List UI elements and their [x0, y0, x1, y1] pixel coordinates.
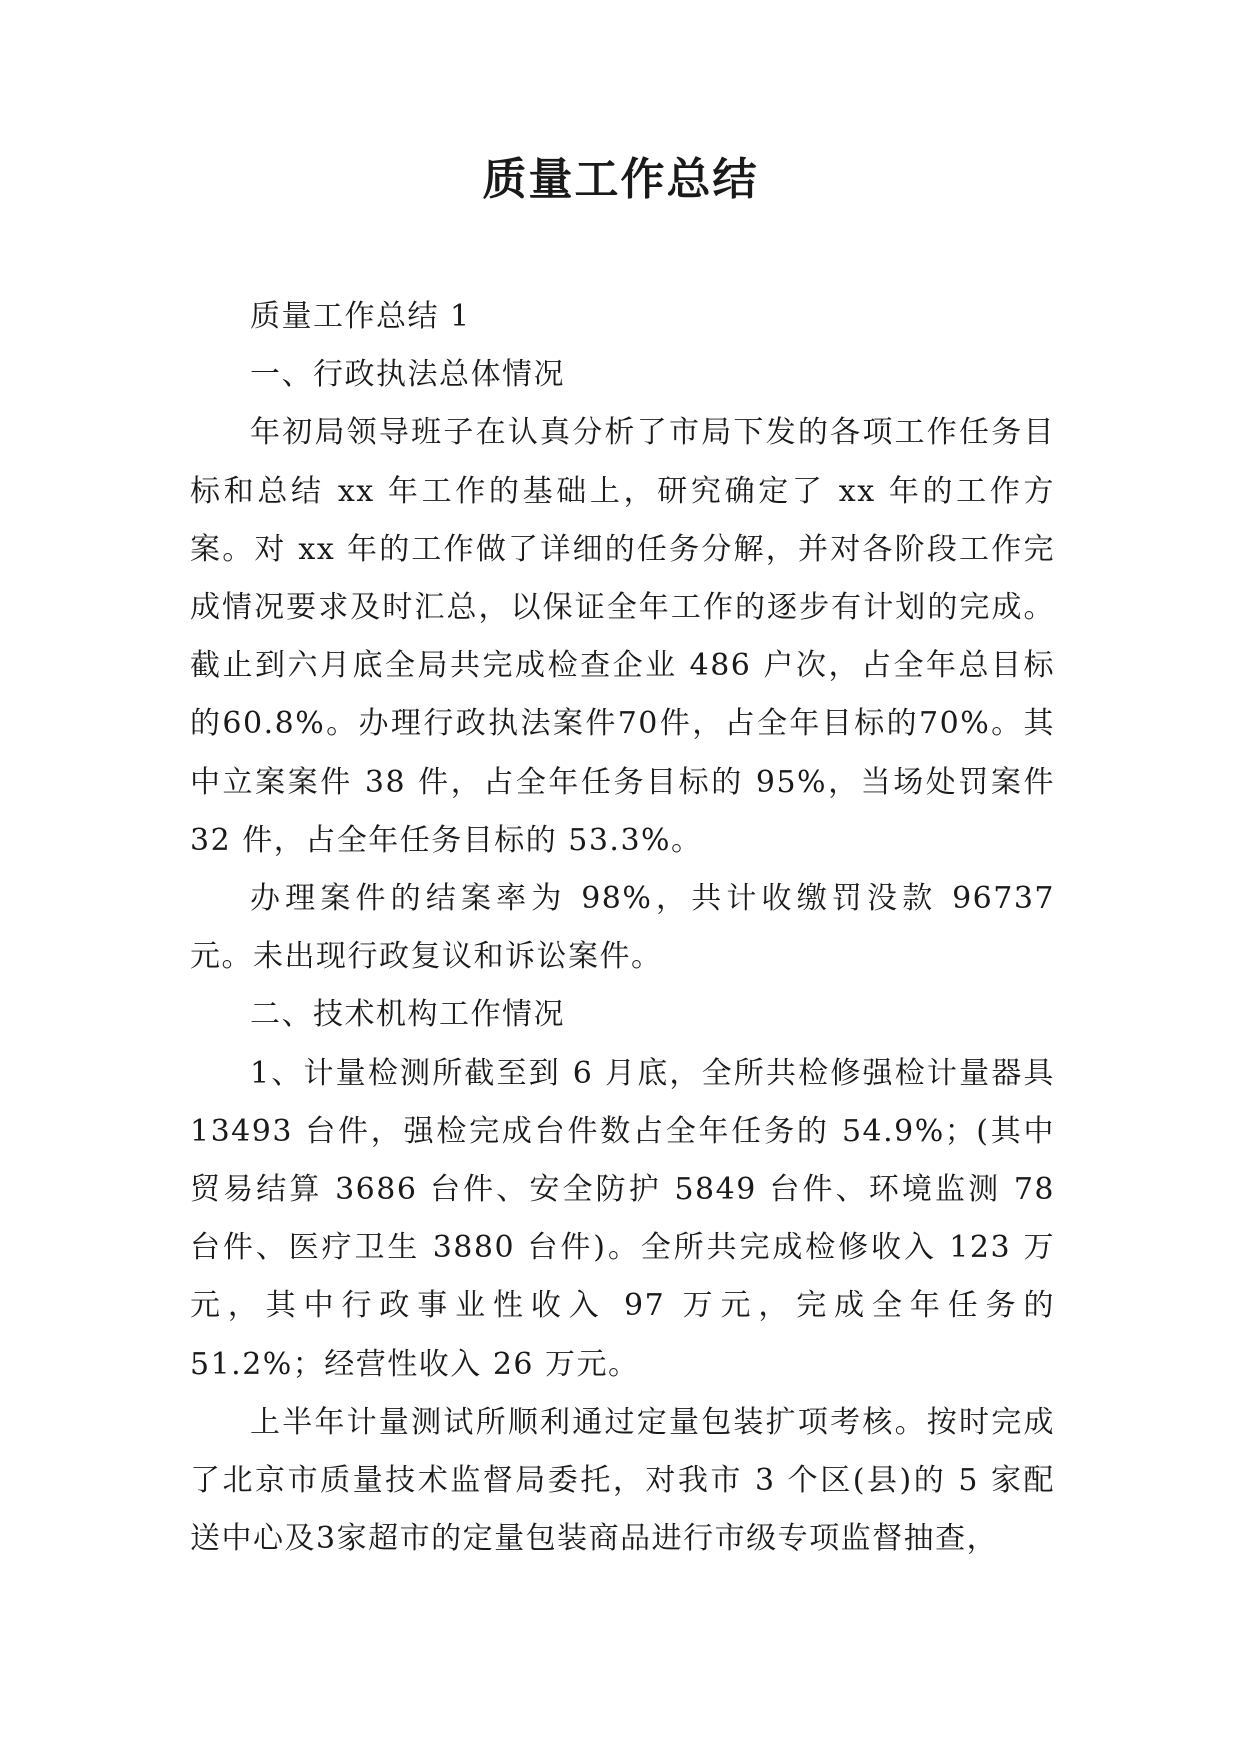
document-body — [190, 288, 1055, 1568]
body-paragraph: 办理案件的结案率为 98%，共计收缴罚没款 96737 元。未出现行政复议和诉讼案件。 — [190, 881, 1055, 975]
body-paragraph: 年初局领导班子在认真分析了市局下发的各项工作任务目标和总结 xx 年工作的基础上，研究确定了 xx 年的工作方案。对 xx 年的工作做了详细的任务分解，并对各阶段工作完成情况要求及时汇总，以保证全年工作的逐步有计划的完成。截止到六月底全局共完成检查企业 486 户次，占全年总目标的60.8%。办理行政执法案件70件，占全年目标的70%。其中立案案件 38 件，占全年任务目标的 95%，当场处罚案件 32 件，占全年任务目标的 53.3%。 — [190, 415, 1055, 858]
document-title: 质量工作总结 — [482, 154, 759, 205]
section-heading: 二、技术机构工作情况 — [250, 997, 565, 1033]
body-paragraph: 1、计量检测所截至到 6 月底，全所共检修强检计量器具 13493 台件，强检完成台件数占全年任务的 54.9%；(其中贸易结算 3686 台件、安全防护 5849 台件、环境监测 78 台件、医疗卫生 3880 台件)。全所共完成检修收入 123 万元，其中行政事业性收入 97 万元，完成全年任务的 51.2%；经营性收入 26 万元。 — [190, 1055, 1055, 1382]
section-heading: 一、行政执法总体情况 — [250, 357, 565, 393]
body-paragraph: 上半年计量测试所顺利通过定量包装扩项考核。按时完成了北京市质量技术监督局委托，对我市 3 个区(县)的 5 家配送中心及3家超市的定量包装商品进行市级专项监督抽查， — [190, 1404, 1055, 1557]
section-heading: 质量工作总结 1 — [250, 299, 471, 334]
